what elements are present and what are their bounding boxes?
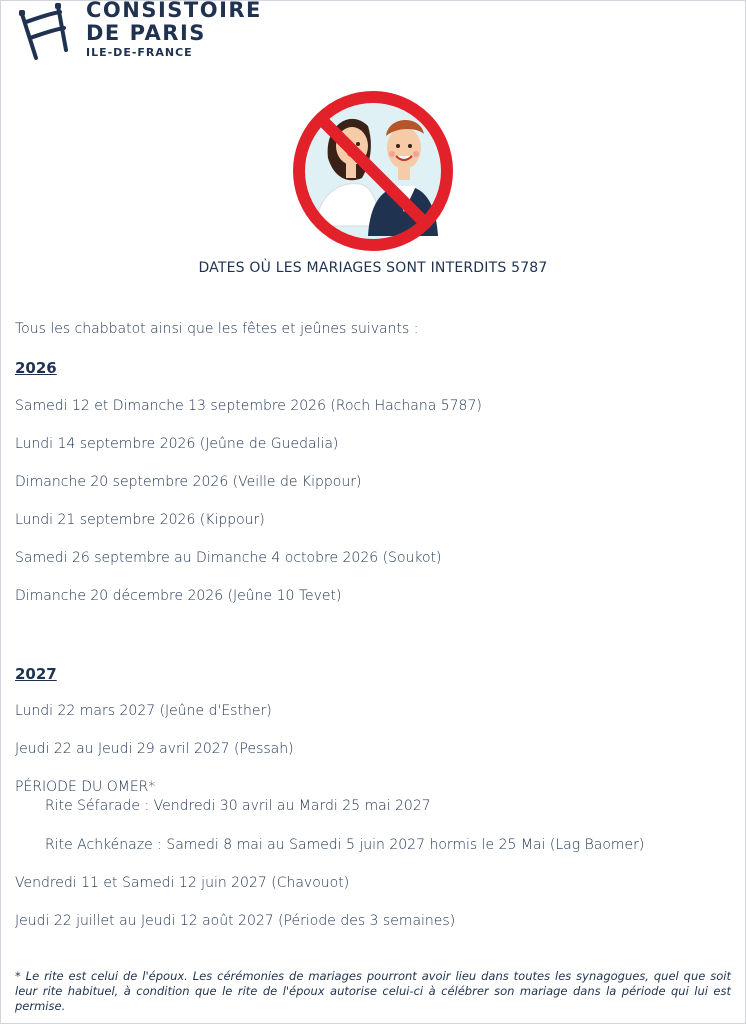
omer-achkenaze-item: Rite Achkénaze : Samedi 8 mai au Samedi 5 juin 2027 hormis le 25 Mai (Lag Baomer) — [45, 837, 645, 853]
date-item: Samedi 12 et Dimanche 13 septembre 2026 (Roch Hachana 5787) — [15, 398, 482, 414]
logo-subtitle: ILE-DE-FRANCE — [86, 46, 193, 59]
date-item: Lundi 21 septembre 2026 (Kippour) — [15, 512, 265, 528]
logo-title-line2: DE PARIS — [86, 21, 206, 45]
logo-title-line1: CONSISTOIRE — [86, 0, 262, 22]
date-item: Lundi 22 mars 2027 (Jeûne d'Esther) — [15, 703, 272, 719]
date-item: Samedi 26 septembre au Dimanche 4 octobre 2026 (Soukot) — [15, 550, 442, 566]
date-item: Dimanche 20 décembre 2026 (Jeûne 10 Tevet) — [15, 588, 342, 604]
year-heading-2027: 2027 — [15, 665, 57, 683]
torah-scroll-icon — [14, 2, 74, 62]
year-heading-2026: 2026 — [15, 359, 57, 377]
date-item: Dimanche 20 septembre 2026 (Veille de Kippour) — [15, 474, 362, 490]
date-item: Jeudi 22 juillet au Jeudi 12 août 2027 (Période des 3 semaines) — [15, 913, 456, 929]
page-title: DATES OÙ LES MARIAGES SONT INTERDITS 5787 — [198, 260, 548, 276]
omer-period-title: PÉRIODE DU OMER* — [15, 779, 156, 795]
date-item: Vendredi 11 et Samedi 12 juin 2027 (Chavouot) — [15, 875, 350, 891]
no-marriage-prohibition-icon — [288, 86, 458, 256]
footnote: * Le rite est celui de l'époux. Les cérémonies de mariages pourront avoir lieu dans toutes les synagogues, quel que soit leur rite habituel, à condition que le rite de l'époux autorise celui-ci à célébrer son mariage dans la période qui lui est permise. — [15, 969, 731, 1013]
date-item: Lundi 14 septembre 2026 (Jeûne de Guedalia) — [15, 436, 339, 452]
intro-text: Tous les chabbatot ainsi que les fêtes et jeûnes suivants : — [15, 321, 419, 337]
date-item: Jeudi 22 au Jeudi 29 avril 2027 (Pessah) — [15, 741, 294, 757]
omer-sefarade-item: Rite Séfarade : Vendredi 30 avril au Mardi 25 mai 2027 — [45, 798, 431, 814]
consistoire-logo — [14, 0, 262, 64]
